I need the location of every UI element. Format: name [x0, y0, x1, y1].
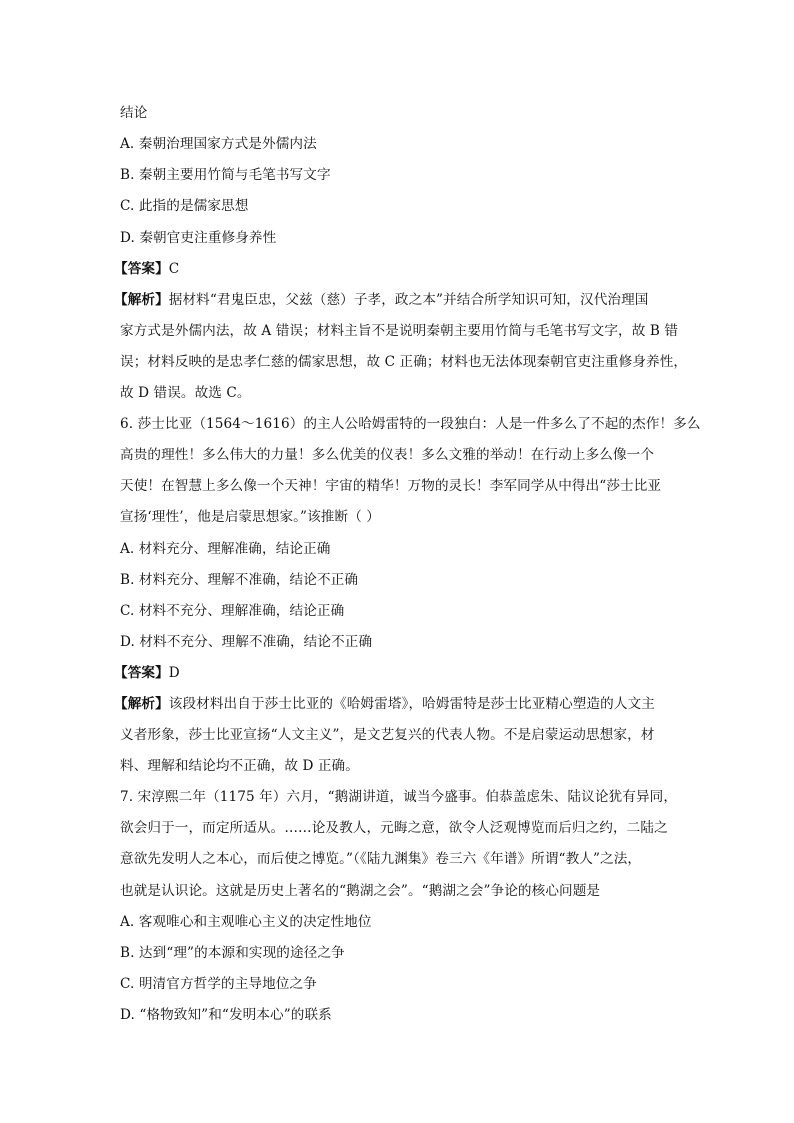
option-d: D. “格物致知”和“发明本心”的联系 — [120, 1007, 332, 1023]
answer-label: 【答案】 — [114, 665, 169, 681]
text-line: 宣扬‘理性’，他是启蒙思想家。”该推断（ ） — [120, 509, 380, 525]
analysis-label: 【解析】 — [114, 696, 169, 712]
analysis-line — [114, 291, 648, 309]
option-a: A. 材料充分、理解准确，结论正确 — [120, 541, 331, 557]
option-c: C. 明清官方哲学的主导地位之争 — [120, 976, 317, 992]
text-line: 欲会归于一，而定所适从。……论及教人，元晦之意，欲令人泛观博览而后归之约，二陆之 — [120, 820, 668, 836]
question-6: 6. 莎士比亚（1564～1616）的主人公哈姆雷特的一段独白：人是一件多么了不起的杰作！多么 — [120, 416, 701, 432]
option-d: D. 秦朝官吏注重修身养性 — [120, 230, 277, 246]
text-line: 料、理解和结论均不正确，故 D 正确。 — [120, 758, 359, 774]
text-line: 误；材料反映的是忠孝仁慈的儒家思想，故 C 正确；材料也无法体现秦朝官吏注重修身养性， — [120, 354, 688, 370]
analysis-line — [114, 695, 655, 713]
answer-value: C — [168, 261, 180, 277]
option-c: C. 材料不充分、理解准确，结论正确 — [120, 603, 345, 619]
option-b: B. 材料充分、理解不准确，结论不正确 — [120, 572, 359, 588]
text-line: 结论 — [120, 105, 148, 121]
option-a: A. 秦朝治理国家方式是外儒内法 — [120, 136, 317, 152]
option-c: C. 此指的是儒家思想 — [120, 198, 249, 214]
text-line: 天使！在智慧上多么像一个天神！宇宙的精华！万物的灵长！李军同学从中得出“莎士比亚 — [120, 478, 662, 494]
text-line: 故 D 错误。故选 C。 — [120, 385, 251, 401]
analysis-label: 【解析】 — [114, 292, 169, 308]
answer-line — [114, 664, 180, 682]
option-b: B. 达到“理”的本源和实现的途径之争 — [120, 945, 345, 961]
text-line: 也就是认识论。这就是历史上著名的“鹅湖之会”。“鹅湖之会”争论的核心问题是 — [120, 883, 601, 899]
text-line: 家方式是外儒内法，故 A 错误；材料主旨不是说明秦朝主要用竹简与毛笔书写文字，故 B 错 — [120, 323, 679, 339]
text-line: 意欲先发明人之本心，而后使之博览。”（《陆九渊集》卷三六《年谱》所谓“教人”之法， — [120, 851, 642, 867]
answer-line — [114, 260, 179, 278]
analysis-text: 据材料“君鬼臣忠，父兹（慈）子孝，政之本”并结合所学知识可知，汉代治理国 — [168, 292, 649, 308]
option-a: A. 客观唯心和主观唯心主义的决定性地位 — [120, 914, 372, 930]
text-line: 高贵的理性！多么伟大的力量！多么优美的仪表！多么文雅的举动！在行动上多么像一个 — [120, 447, 655, 463]
analysis-text: 该段材料出自于莎士比亚的《哈姆雷塔》，哈姆雷特是莎士比亚精心塑造的人文主 — [168, 696, 655, 712]
text-line: 义者形象，莎士比亚宣扬“人文主义”，是文艺复兴的代表人物。不是启蒙运动思想家，材 — [120, 727, 655, 743]
option-b: B. 秦朝主要用竹简与毛笔书写文字 — [120, 167, 331, 183]
answer-label: 【答案】 — [114, 261, 169, 277]
question-7: 7. 宋淳熙二年（1175 年）六月，“鹅湖讲道，诚当今盛事。伯恭盖虑朱、陆议论犹有异同， — [120, 789, 678, 805]
option-d: D. 材料不充分、理解不准确，结论不正确 — [120, 634, 373, 650]
answer-value: D — [168, 665, 180, 681]
